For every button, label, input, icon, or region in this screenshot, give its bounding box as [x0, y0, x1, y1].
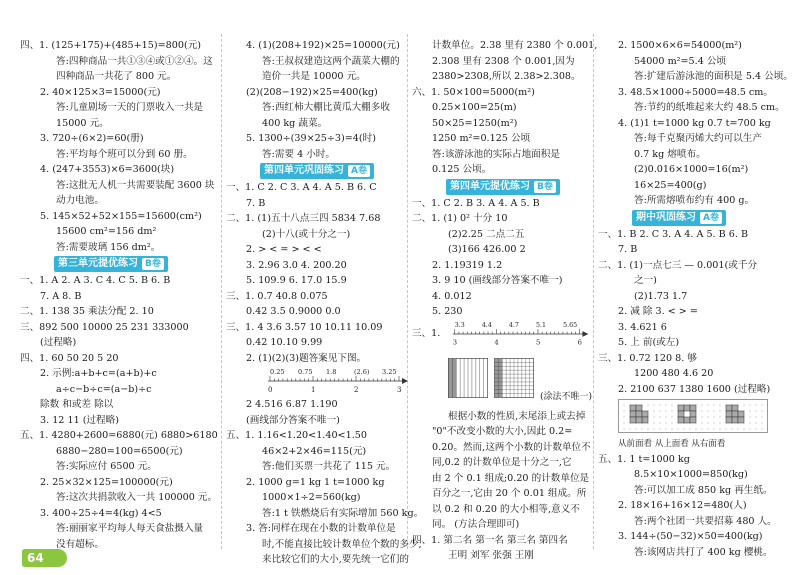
answer-line: 三、1. 0.72 120 8. 够	[598, 352, 697, 364]
answer-line: 没有超标。	[56, 538, 104, 550]
answer-line: 5. 230	[432, 306, 463, 317]
column-divider	[221, 34, 222, 549]
answer-line: 答:平均每个班可以分到 60 册。	[56, 148, 193, 160]
answer-line: (2)1.73 1.7	[634, 290, 688, 302]
answer-line: 以 0.2 和 0.20 的大小相等,意义不	[432, 503, 580, 515]
answer-line: 1200 480 4.6 20	[634, 368, 714, 379]
answer-line: 2. 1500×6×6=54000(m²)	[618, 40, 742, 51]
answer-line: 王明 刘军 张强 王刚	[448, 550, 534, 561]
number-line-tick-label: 4	[494, 338, 499, 347]
answer-line: 0.125 公顷。	[432, 164, 492, 175]
grid-caption: (涂法不唯一)	[539, 392, 592, 402]
section-header	[54, 256, 168, 272]
answer-line: 答:实际应付 6500 元。	[56, 461, 157, 472]
answer-line: 2. > < = > < <	[246, 244, 322, 255]
answer-line: 之一)	[634, 275, 657, 286]
answer-line: 6880−280=100=6500(元)	[56, 445, 183, 457]
answer-line: 二、1. (1)五十八点三四 5834 7.68	[226, 213, 381, 224]
answer-line: 3. 144÷(50−32)×50=400(kg)	[618, 531, 763, 542]
section-badge: B卷	[142, 258, 164, 270]
answer-line: 二、1. 138 35 乘法分配 2. 10	[20, 306, 154, 317]
answer-line: 同。 (方法合理即可)	[432, 519, 520, 530]
answer-line: 答:他们买票一共花了 115 元。	[262, 461, 396, 472]
answer-line: 8.5×10×1000=850(kg)	[634, 469, 748, 480]
answer-line: (2)2.25 二点二五	[448, 228, 525, 240]
answer-line: 四、1. 60 50 20 5 20	[20, 352, 119, 364]
answer-line: 答:西红柿大棚比黄瓜大棚多收	[262, 102, 390, 113]
answer-line: 答:该网店共打了 400 kg 樱桃。	[634, 546, 773, 558]
answer-line: 百分之一,它由 20 个 0.01 组成。所	[432, 488, 587, 499]
answer-line: 2.308 里有 2308 个 0.001,因为	[432, 55, 575, 67]
answer-line: 答:两个社团一共要招募 480 人。	[634, 515, 777, 527]
number-line-label: 0.25	[270, 368, 285, 376]
answer-line: 三、1. 0.7 40.8 0.075	[226, 290, 328, 302]
answer-line: 时,不能直接比较计数单位个数的多少,	[262, 538, 422, 550]
answer-line: 5. 145×52+52×155=15600(cm²)	[40, 210, 202, 222]
answer-column-1	[20, 38, 220, 552]
number-line-tick-label: 1	[311, 386, 316, 394]
answer-line: 4. 0.012	[432, 290, 472, 302]
column-divider	[593, 34, 594, 549]
answer-line: 0.42 3.5 0.9000 0.0	[246, 306, 341, 317]
number-line-label: (2.6)	[354, 368, 370, 376]
answer-line: 二、1. (1)一点七三 — 0.001(或千分	[598, 259, 758, 271]
answer-line: 1000×1÷2=560(kg)	[262, 492, 361, 503]
answer-line: (画线部分答案不唯一)	[246, 414, 340, 426]
page-number-tab	[22, 549, 67, 567]
answer-line: 5. 1300÷(39×25÷3)=4(时)	[246, 133, 376, 144]
section-badge: B卷	[534, 181, 556, 193]
section-badge: A卷	[700, 212, 722, 224]
answer-line: 五、1. 1 t=1000 kg	[598, 453, 690, 465]
answer-line: 六、1. 50×100=5000(m²)	[412, 86, 535, 98]
number-line-tick-label: 2	[354, 386, 359, 394]
answer-line: 3. 12 11 (过程略)	[40, 414, 119, 426]
number-line-tick-label: 3	[397, 386, 402, 394]
number-line-label: 5.65	[562, 321, 577, 329]
number-line-label: 4.4	[481, 321, 492, 329]
number-line-label: 0.75	[298, 368, 313, 376]
answer-line: 400 kg 蔬菜。	[262, 117, 328, 129]
answer-line: 3. 720÷(6×2)=60(册)	[40, 133, 144, 144]
answer-line: 三、1. 4 3.6 3.57 10 10.11 10.09	[226, 321, 383, 333]
answer-line: 造价一共是 10000 元。	[262, 71, 366, 82]
answer-line: 答:扩建后游泳池的面积是 5.4 公顷。	[634, 71, 793, 82]
answer-line: 五、1. 1.16<1.20<1.40<1.50	[226, 430, 367, 441]
answer-line: 7. B	[246, 197, 266, 209]
answer-line: 5. 上 前(或左)	[618, 337, 680, 348]
answer-line: 2. 示例:a+b+c=(a+b)+c	[40, 368, 157, 379]
answer-line: 3. 答:同样在现在小数的计数单位是	[246, 523, 396, 534]
section-header	[632, 210, 726, 226]
section-header	[260, 163, 374, 179]
number-line-figure	[262, 367, 412, 395]
answer-line: 2. 2100 637 1380 1600 (过程略)	[618, 383, 771, 395]
number-line-label: 4.7	[508, 321, 519, 329]
answer-line: (2)(208−192)×25=400(kg)	[246, 86, 378, 98]
answer-line: 0.7 kg 熔喷布。	[634, 148, 706, 160]
answer-line: 2. (1)(2)(3)题答案见下图。	[246, 352, 367, 364]
section-title: 期中巩固练习	[636, 211, 696, 223]
answer-line: (2)十八(或十分之一)	[262, 228, 351, 240]
answer-line: 答:需要 4 小时。	[262, 148, 335, 160]
answer-line: 答:王叔叔建造这两个蔬菜大棚的	[262, 55, 400, 67]
answer-line: 16×25=400(g)	[634, 179, 707, 191]
view-drawings	[618, 399, 768, 433]
answer-line: "0"不改变小数的大小,因此 0.2=	[432, 426, 573, 437]
answer-line: 3. 48.5×1000÷5000=48.5 cm。	[618, 86, 773, 98]
hundredths-grid	[494, 350, 534, 406]
answer-column-4	[598, 38, 794, 560]
answer-line: 2. 18×16+16×12=480(人)	[618, 500, 747, 511]
answer-line: 2. 减 除 3. < > =	[618, 306, 698, 317]
answer-line: 除数 和或差 除以	[40, 399, 114, 410]
answer-line: 答:每千克聚丙烯大约可以生产	[634, 133, 762, 144]
answer-line: 7. B	[618, 244, 638, 255]
answer-line: 答:这批无人机一共需要装配 3600 块	[56, 179, 215, 191]
answer-line: (2)0.016×1000=16(m²)	[634, 164, 749, 175]
answer-line: 0.42 10.10 9.99	[246, 337, 323, 348]
section-title: 第四单元巩固练习	[264, 165, 344, 177]
shaded-grids-figure	[448, 350, 592, 406]
answer-line: 二、1. (1) 0² 十分 10	[412, 213, 508, 224]
answer-line: 4. (247+3553)×6=3600(块)	[40, 164, 175, 175]
number-line-label: 5.1	[535, 321, 546, 329]
column-divider	[407, 34, 408, 549]
number-line-label: 3.25	[382, 368, 397, 376]
answer-line: 2380>2308,所以 2.38>2.308。	[432, 71, 581, 82]
answer-line: 答:儿童剧场一天的门票收入一共是	[56, 102, 204, 113]
answer-line: 2. 40×125×3=15000(元)	[40, 86, 161, 98]
three-views-figure	[618, 399, 794, 450]
answer-line: 计数单位。2.38 里有 2380 个 0.001,	[432, 40, 598, 51]
answer-line: 由 2 个 0.1 组成;0.20 的计数单位是	[432, 472, 590, 484]
answer-line: 3. 9 10 (画线部分答案不唯一)	[432, 275, 563, 286]
section-title: 第三单元提优练习	[58, 258, 138, 270]
answer-line: 答:该游泳池的实际占地面积是	[432, 148, 560, 160]
section-badge: A卷	[348, 165, 370, 177]
answer-line: 答:所需熔喷布约有 400 g。	[634, 195, 755, 206]
number-line-tick-label: 5	[535, 338, 541, 347]
number-line-figure	[447, 320, 592, 348]
answer-line: 答:需要玻璃 156 dm²。	[56, 241, 161, 253]
answer-line: 5. 109.9 6. 17.0 15.9	[246, 275, 347, 286]
answer-line: 15600 cm²=156 dm²	[56, 226, 157, 237]
answer-line: 4. (1)1 t=1000 kg 0.7 t=700 kg	[618, 117, 771, 129]
tenths-grid	[448, 350, 488, 406]
answer-line: a÷c−b÷c=(a−b)÷c	[56, 383, 152, 395]
section-header	[446, 179, 560, 195]
answer-column-3	[412, 38, 598, 564]
answer-line: 答:可以加工成 850 kg 再生纸。	[634, 484, 773, 496]
number-line-tick-label: 6	[577, 338, 582, 347]
answer-line: (过程略)	[40, 337, 77, 348]
answer-line: 0.20。然而,这两个小数的计数单位不	[432, 441, 591, 453]
number-line-tick-label: 3	[452, 338, 457, 347]
number-line-label: 3.3	[454, 321, 465, 329]
answer-line: 50×25=1250(m²)	[432, 117, 518, 129]
answer-line: 同,0.2 的计数单位是十分之一,它	[432, 457, 572, 468]
answer-line: (3)166 426.00 2	[448, 244, 526, 255]
section-title: 第四单元提优练习	[450, 180, 530, 192]
number-line-tick-label: 0	[268, 386, 273, 394]
number-line-row	[412, 320, 592, 348]
answer-line: 答:节约的纸堆起来大约 48.5 cm。	[634, 102, 785, 113]
answer-line: 4. (1)(208+192)×25=10000(元)	[246, 40, 400, 51]
answer-line: 2. 1.19319 1.2	[432, 259, 503, 271]
answer-line: 3. 2.96 3.0 4. 200.20	[246, 259, 347, 271]
answer-line: 答:四种商品一共①③④或①②④。这	[56, 55, 213, 67]
answer-line: 2. 1000 g=1 kg 1 t=1000 kg	[246, 476, 385, 488]
answer-line: 54000 m²=5.4 公顷	[634, 55, 727, 67]
answer-line: 一、1. B 2. C 3. A 4. A 5. B 6. B	[598, 228, 749, 240]
number-line-label: 1.8	[326, 368, 337, 376]
answer-line: 1250 m²=0.125 公顷	[432, 133, 531, 144]
question-number: 三、1.	[412, 327, 441, 339]
three-views-caption: 从前面看 从上面看 从右面看	[618, 438, 726, 449]
answer-line: 三、892 500 10000 25 231 333000	[20, 321, 189, 333]
page-number: 64	[27, 551, 44, 565]
answer-line: 一、1. A 2. A 3. C 4. C 5. B 6. B	[20, 275, 171, 286]
answer-line: 答:丽丽家平均每人每天食盐摄入量	[56, 523, 204, 534]
answer-line: 答:1 t 铁燃烧后有实际增加 560 kg。	[262, 507, 424, 519]
answer-line: 五、1. 4280+2600=6880(元) 6880>6180	[20, 430, 218, 441]
answer-line: 四种商品一共花了 800 元。	[56, 71, 177, 82]
answer-line: 来比较它们的大小,要先统一它们的	[262, 554, 409, 565]
answer-line: 0.25×100=25(m)	[432, 102, 517, 113]
answer-line: 2 4.516 6.87 1.190	[246, 399, 338, 410]
answer-line: 3. 400÷25÷4=4(kg) 4<5	[40, 507, 162, 519]
answer-line: 一、1. C 2. B 3. A 4. A 5. B	[412, 197, 540, 209]
answer-line: 46×2+2×46=115(元)	[262, 445, 367, 457]
answer-line: 15000 元。	[56, 117, 109, 129]
answer-column-2	[226, 38, 424, 568]
answer-line: 四、1. (125+175)+(485+15)=800(元)	[20, 40, 202, 51]
answer-line: 3. 4.621 6	[618, 321, 667, 333]
answer-line: 根据小数的性质,末尾添上或去掉	[448, 410, 586, 422]
answer-line: 四、1. 第二名 第一名 第三名 第四名	[412, 534, 568, 546]
answer-line: 7. A 8. B	[40, 290, 82, 302]
answer-line: 2. 25×32×125=100000(元)	[40, 476, 173, 488]
answer-line: 答:这次共捐款收入一共 100000 元。	[56, 492, 218, 503]
answer-line: 一、1. C 2. C 3. A 4. A 5. B 6. C	[226, 182, 377, 193]
answer-line: 动力电池。	[56, 195, 104, 206]
